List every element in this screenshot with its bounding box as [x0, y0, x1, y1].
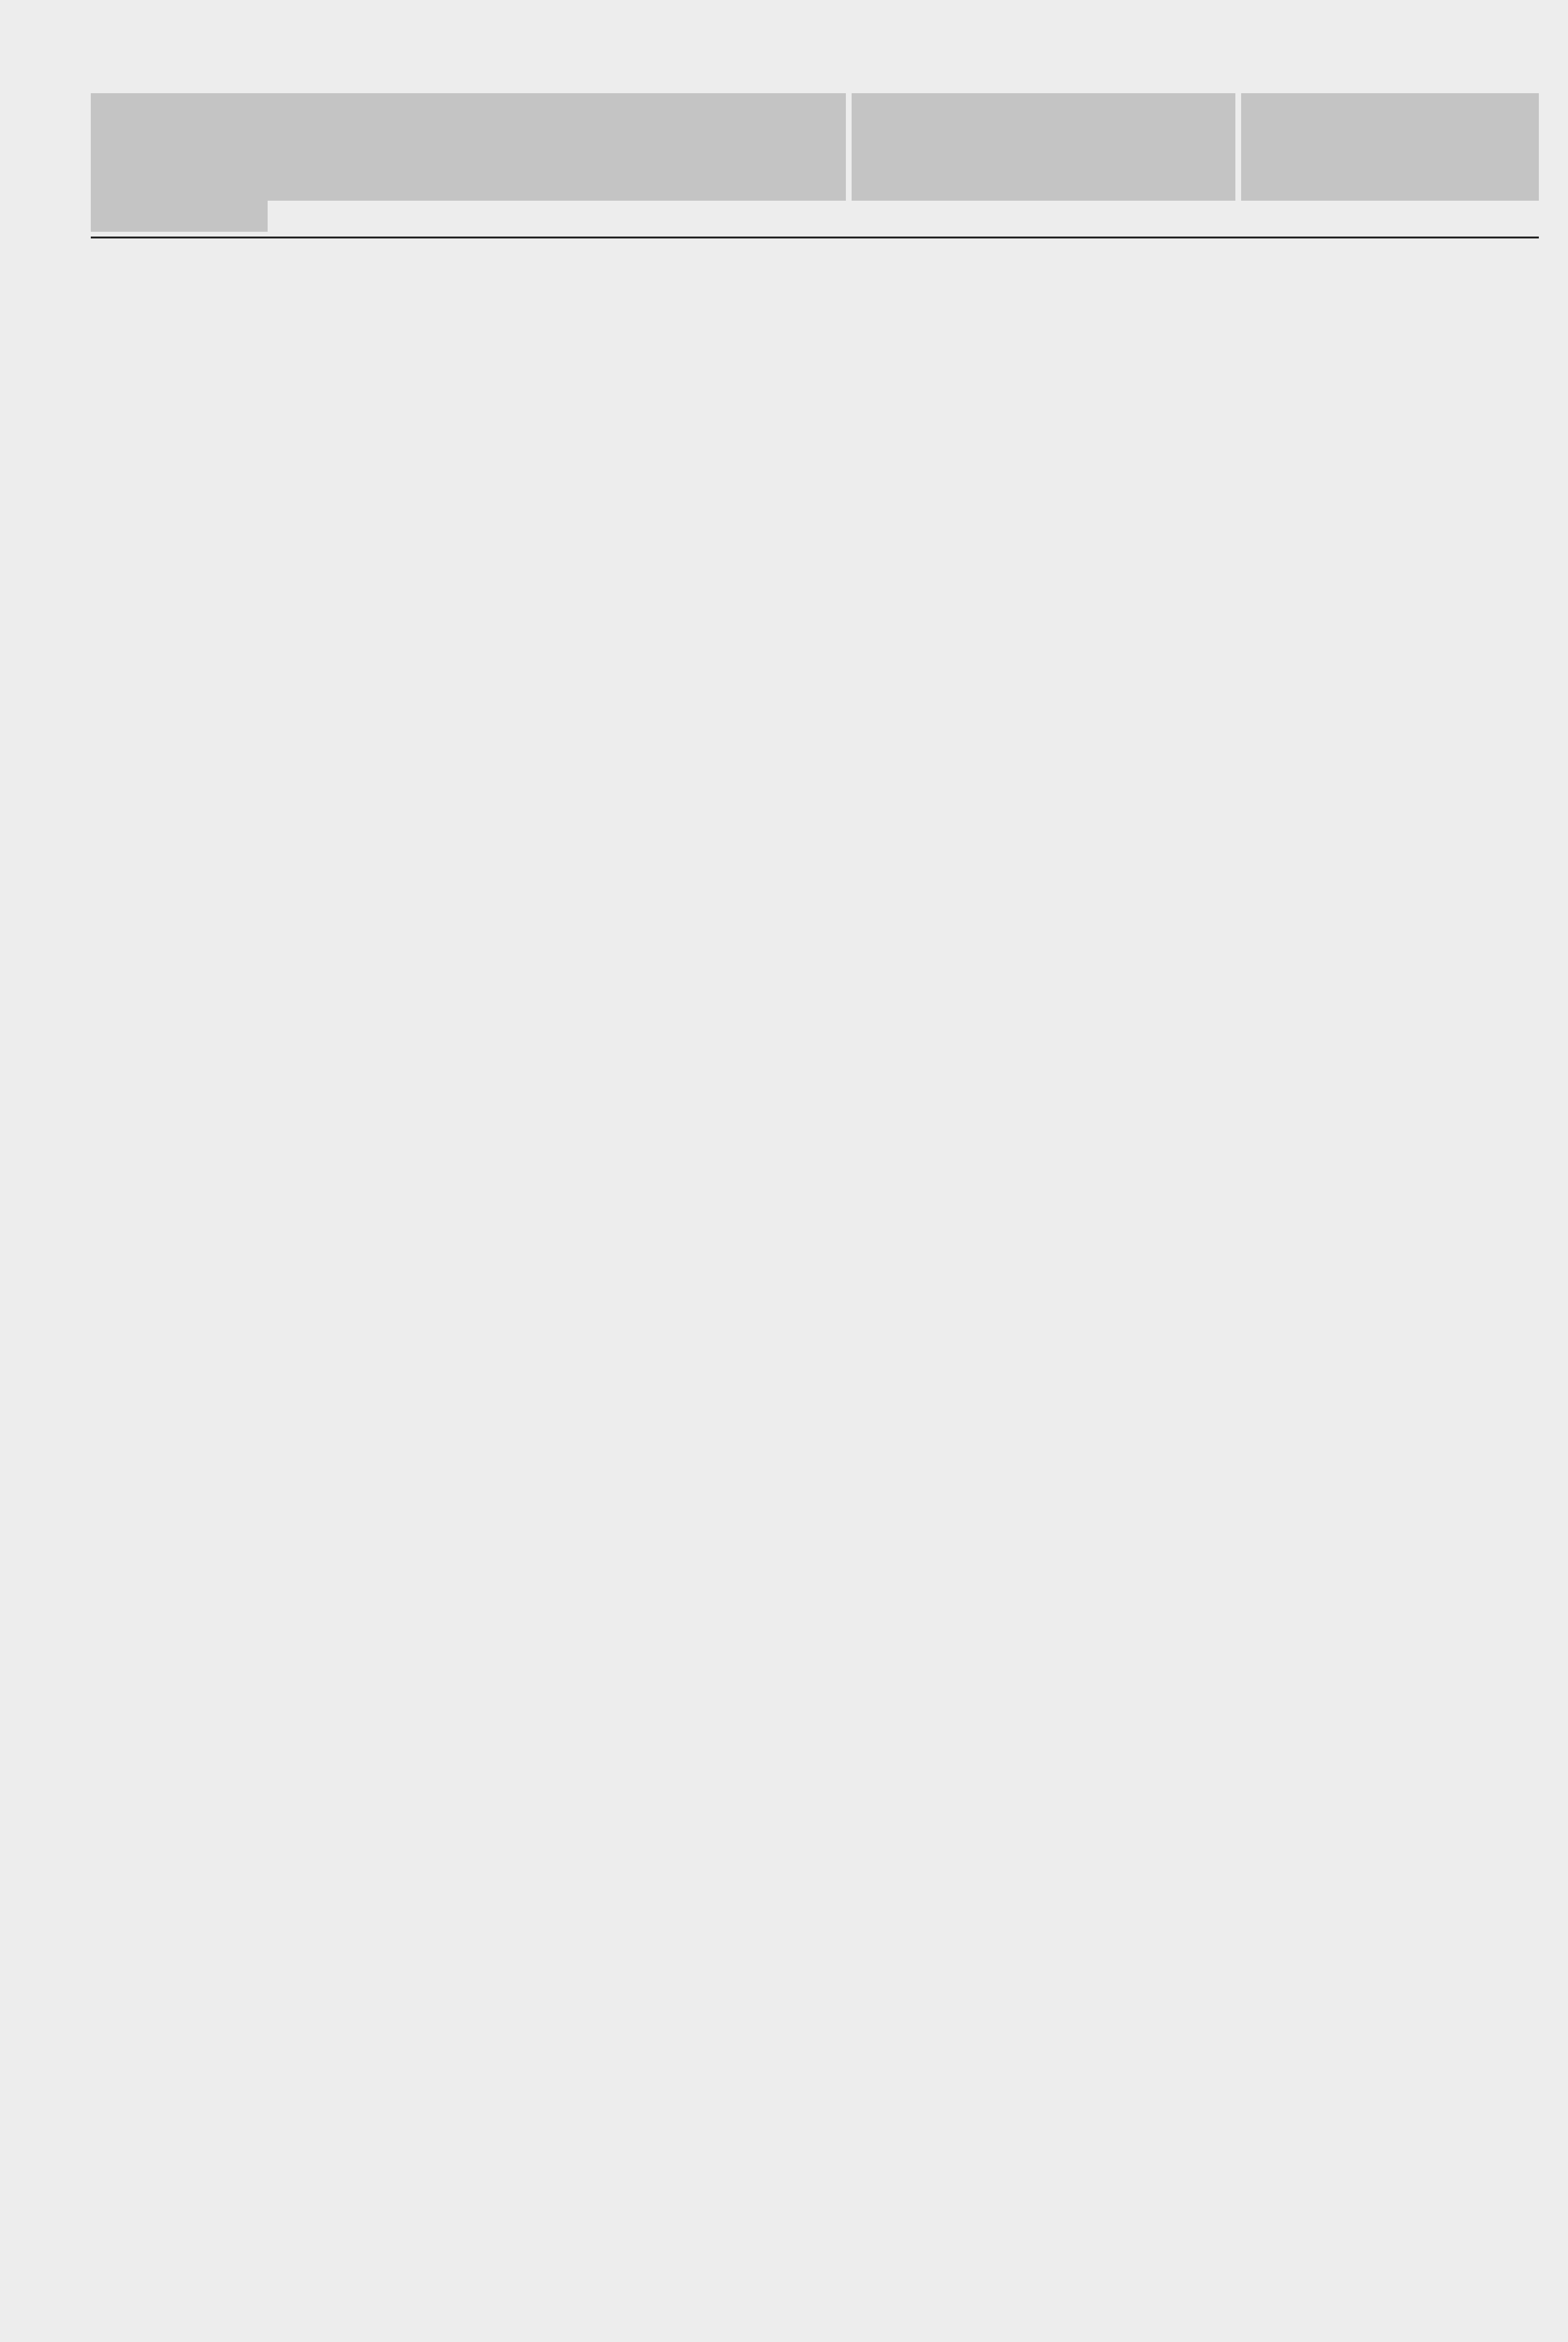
masthead-backdrop — [268, 201, 1539, 239]
teaser-uk-zone — [1247, 98, 1534, 198]
teaser-divider — [1235, 93, 1241, 203]
teaser-divider — [846, 93, 852, 203]
teaser-arch-moscow — [860, 98, 1204, 198]
teaser-metallica — [378, 98, 722, 198]
header-rule — [91, 237, 1539, 238]
